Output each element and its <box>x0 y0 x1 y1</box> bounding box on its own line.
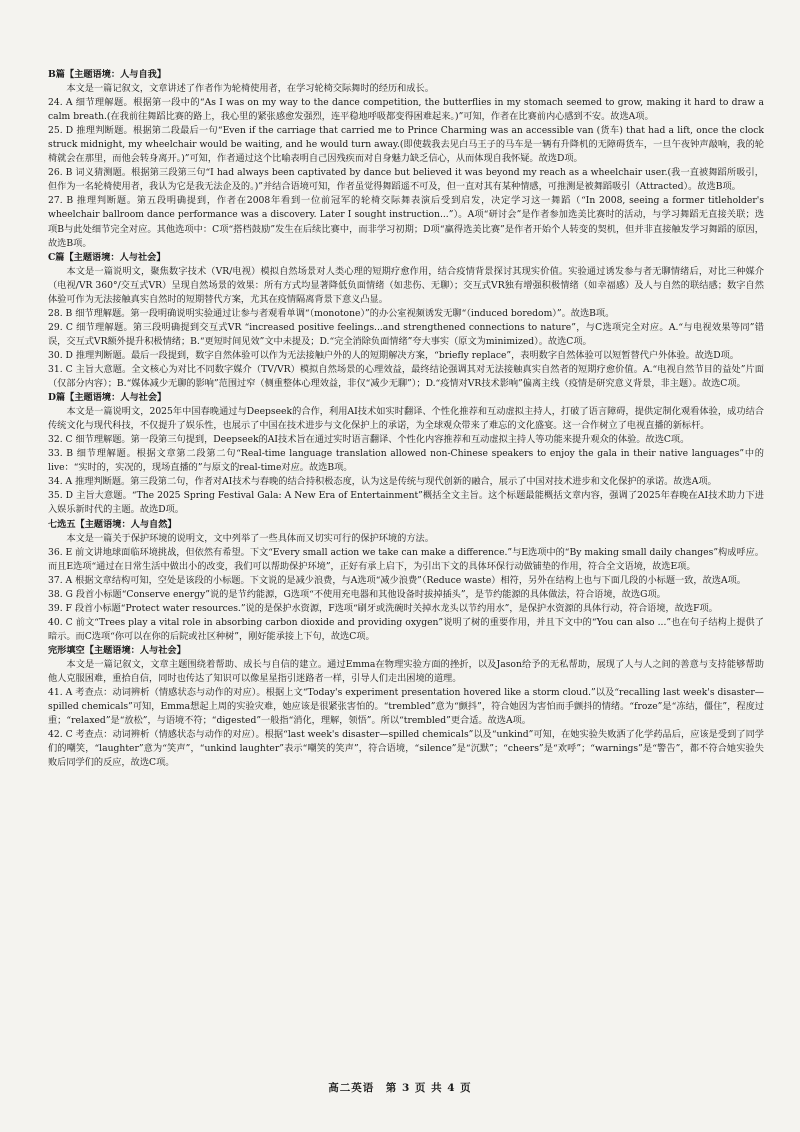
answer-explanation: 31. C 主旨大意题。全文核心为对比不同数字媒介（TV/VR）模拟自然场景的心理效益，最终结论强调其对无法接触真实自然者的短期疗愈价值。A.“电视自然节目的益处”片面（仅部分内容）；B.“媒体减少无聊的影响”范围过窄（侧重整体心理效益，非仅“减少无聊”）；D.“疫情对VR技术影响”偏离主线（疫情是研究意义背景，非主题）。故选C项。 <box>48 363 764 390</box>
section-heading: C篇【主题语境：人与社会】 <box>48 251 166 263</box>
answer-explanation: 42. C 考查点：动词辨析（情感状态与动作的对应）。根据“last week's disaster—spilled chemicals”以及“unkind”可知，在她实验失败洒了化学药品后，应该是受到了同学们的嘲笑，“laughter”意为“笑声”，“unkind laughter”表示“嘲笑的笑声”，符合语境，“silence”是“沉默”；“cheers”是“欢呼”；“warnings”是“警告”，都不符合她实验失败后同学们的反应，故选C项。 <box>48 729 764 769</box>
answer-explanation: 29. C 细节理解题。第三段明确提到交互式VR “increased positive feelings...and strengthened connections to nature”，与C选项完全对应。A.“与电视效果等同”错误，交互式VR额外提升积极情绪；B.“更短时间见效”文中未提及；D.“完全消除负面情绪”夸大事实（原文为minimized）。故选C项。 <box>48 321 764 347</box>
passage-summary: 本文是一篇说明文，聚焦数字技术（VR/电视）模拟自然场景对人类心理的短期疗愈作用，结合疫情背景探讨其现实价值。实验通过诱发参与者无聊情绪后，对比三种媒介（电视/VR 360°/交互式VR）呈现自然场景的效果：所有方式均显著降低负面情绪（如悲伤、无聊）；交互式VR独有增强积极情绪（如幸福感）及人与自然的联结感；数字自然体验可作为无法接触真实自然时的短期替代方案，尤其在疫情隔离背景下意义凸显。 <box>48 265 764 305</box>
answer-explanation: 28. B 细节理解题。第一段明确说明实验通过让参与者观看单调“（monotone）”的办公室视频诱发无聊“（induced boredom）”。故选B项。 <box>48 307 615 319</box>
passage-summary: 本文是一篇关于保护环境的说明文，文中列举了一些具体而又切实可行的保护环境的方法。 <box>66 532 434 544</box>
answer-explanation: 24. A 细节理解题。根据第一段中的“As I was on my way to the dance competition, the butterflies in my stomach seemed to grow, making it hard to draw a calm breath.(在我前往舞蹈比赛的路上，我心里的紧张感愈发强烈，连平稳地呼吸都变得困难起来。)”可知，作者在比赛前内心感到不安。故选A项。 <box>48 97 764 123</box>
answer-explanation: 38. G 段首小标题“Conserve energy”说的是节约能源，G选项“不使用充电器和其他设备时拔掉插头”，是节约能源的具体做法，符合语境，故选G项。 <box>48 588 666 600</box>
answer-explanation: 35. D 主旨大意题。“The 2025 Spring Festival Gala: A New Era of Entertainment”概括全文主旨。这个标题最能概括文章内容，强调了2025年春晚在AI技术助力下进入娱乐新时代的主题。故选D项。 <box>48 490 764 516</box>
answer-explanation: 41. A 考查点：动词辨析（情感状态与动作的对应）。根据上文“Today's experiment presentation hovered like a storm cloud.”以及“recalling last week's disaster—spilled chemicals”可知，Emma想起上周的实验灾难，她应该是很紧张害怕的。“trembled”意为“颤抖”，符合她因为害怕而手颤抖的情绪。“froze”是“冻结，僵住”，程度过重；“relaxed”是“放松”，与语境不符；“digested”一般指“消化，理解，领悟”。所以“trembled”更合适。故选A项。 <box>48 687 764 727</box>
section-heading: 七选五【主题语境：人与自然】 <box>48 518 177 530</box>
answer-explanation: 39. F 段首小标题“Protect water resources.”说的是保护水资源，F选项“刷牙或洗碗时关掉水龙头以节约用水”，是保护水资源的具体行动，符合语境，故选F项。 <box>48 602 718 614</box>
answer-explanation: 25. D 推理判断题。根据第二段最后一句“Even if the carriage that carried me to Prince Charming was an accessible van (货车) that had a lift, once the clock struck midnight, my wheelchair would be waiting, and he would turn away.(即使载我去见白马王子的马车是一辆有升降机的无障碍货车，一旦午夜钟声敲响，我的轮椅就会在那里，而他会转身离开。)”可知，作者通过这个比喻表明自己因残疾而对自身魅力缺乏信心，从而体现自我怀疑。故选D项。 <box>48 125 764 165</box>
section-heading: B篇【主题语境：人与自我】 <box>48 69 167 80</box>
answer-explanation: 27. B 推理判断题。第五段明确提到，作者在2008年看到一位前冠军的轮椅交际舞表演后受到启发，决定学习这一舞蹈（“In 2008, seeing a former titleholder's wheelchair ballroom dance performance was a discovery. Later I sought instruction...”）。A项“研讨会”是作者参加选美比赛时的活动，与学习舞蹈无直接关联；选项B与此处细节完全对应。其他选项中：C项“搭档鼓励”发生在后续比赛中，而非学习初期；D项“赢得选美比赛”是作者开始个人转变的契机，但并非直接触发学习舞蹈的原因，故选B项。 <box>48 195 764 249</box>
answer-explanation: 34. A 推理判断题。第三段第二句，作者对AI技术与春晚的结合持积极态度，认为这是传统与现代创新的融合，展示了中国对技术进步和文化保护的承诺。故选A项。 <box>48 476 717 488</box>
answer-explanation: 30. D 推理判断题。最后一段提到，数字自然体验可以作为无法接触户外的人的短期解决方案，“briefly replace”，表明数字自然体验可以短暂替代户外体验。故选D项。 <box>48 349 739 361</box>
page-footer: 高二英语 第 3 页 共 4 页 <box>328 1082 472 1094</box>
passage-summary: 本文是一篇记叙文，文章讲述了作者作为轮椅使用者，在学习轮椅交际舞时的经历和成长。 <box>66 83 434 95</box>
explanation-body <box>48 68 764 770</box>
answer-explanation: 37. A 根据文章结构可知，空处是该段的小标题。下文说的是减少浪费，与A选项“减少浪费”（Reduce waste）相符，另外在结构上也与下面几段的小标题一致，故选A项。 <box>48 574 746 586</box>
answer-explanation: 36. E 前文讲地球面临环境挑战，但依然有希望。下文“Every small action we take can make a difference.”与E选项中的“By making small daily changes”构成呼应。而且E选项“通过在日常生活中做出小的改变，我们可以帮助保护环境”，正好有承上启下，为引出下文的具体环保行动做铺垫的作用，符合全文语境，故选E项。 <box>48 546 764 572</box>
answer-explanation: 32. C 细节理解题。第一段第三句提到，Deepseek的AI技术旨在通过实时语言翻译、个性化内容推荐和互动虚拟主持人等功能来提升观众的体验。故选C项。 <box>48 434 690 446</box>
passage-summary: 本文是一篇记叙文，文章主题围绕着帮助、成长与自信的建立。通过Emma在物理实验方面的挫折，以及Jason给予的无私帮助，展现了人与人之间的善意与支持能够帮助他人克服困难，重拾自信，同时也传达了知识可以像星星指引迷路者一样，引导人们走出困境的道理。 <box>48 658 764 685</box>
passage-summary: 本文是一篇说明文，2025年中国春晚通过与Deepseek的合作，利用AI技术如实时翻译、个性化推荐和互动虚拟主持人，打破了语言障碍，提供定制化观看体验，成功结合传统文化与现代科技，不仅提升了娱乐性，也展示了中国在技术进步与文化保护上的承诺，为全球观众带来了难忘的文化盛宴。这一合作树立了电视直播的新标杆。 <box>48 406 764 432</box>
section-heading: D篇【主题语境：人与社会】 <box>48 392 167 404</box>
answer-explanation: 26. B 词义猜测题。根据第三段第三句“I had always been captivated by dance but believed it was beyond my reach as a wheelchair user.(我一直被舞蹈所吸引，但作为一名轮椅使用者，我认为它是我无法企及的。)”并结合语境可知，作者虽觉得舞蹈遥不可及，但一直对其有某种情感，可推测是被舞蹈吸引（Attracted）。故选B项。 <box>48 167 764 193</box>
answer-explanation: 33. B 细节理解题。根据文章第二段第二句“Real-time language translation allowed non-Chinese speakers to enjoy the gala in their native languages”中的live：“实时的，实况的，现场直播的”与原文的real-time对应。故选B项。 <box>48 448 764 474</box>
answer-explanation: 40. C 前文“Trees play a vital role in absorbing carbon dioxide and providing oxygen”说明了树的重要作用，并且下文中的“You can also ...”也在句子结构上提供了暗示。而C选项“你可以在你的后院或社区种树”，刚好能承接上下句，故选C项。 <box>48 616 764 642</box>
section-heading: 完形填空【主题语境：人与社会】 <box>48 644 186 656</box>
